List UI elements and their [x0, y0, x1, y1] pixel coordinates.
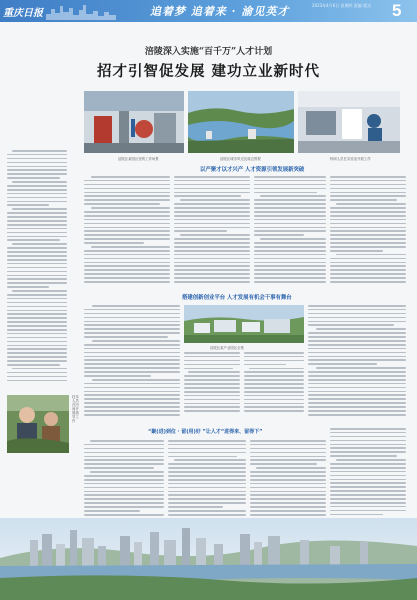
- text-column: [330, 176, 406, 288]
- section-subheading: “聚(进)到位 · 留(用)好 ”让人才“进得来、留得下”: [148, 429, 263, 435]
- photo-factory: [84, 91, 184, 153]
- text-column: [308, 305, 406, 423]
- header-meta: 2023年4月6日 星期四 责编 版式: [312, 3, 372, 8]
- text-column: [168, 440, 246, 520]
- photo-laboratory: [298, 91, 400, 153]
- page-number: 5: [392, 1, 402, 20]
- photo-caption: 涪陵区某园区里的工作场景: [118, 157, 159, 161]
- skyline-icon: [46, 2, 116, 20]
- photo-caption: 涪陵区某产业园区全景: [210, 346, 244, 350]
- section-subheading: 以产聚才以才兴产 人才资源引领发展新突破: [200, 167, 305, 173]
- text-column: [330, 428, 406, 520]
- newspaper-logo: 重庆日报: [3, 8, 43, 19]
- text-column: [174, 176, 250, 288]
- text-column: [184, 352, 240, 423]
- text-column: [84, 305, 180, 423]
- text-column: [250, 440, 326, 520]
- photo-caption: 科研人员在实验室开展工作: [330, 157, 371, 161]
- article-headline: 招才引智促发展 建功立业新时代: [96, 63, 321, 80]
- text-column: [84, 176, 170, 288]
- photo-cityscape: [188, 91, 294, 153]
- photo-caption: 涪陵区城市风光及周边景观: [220, 157, 261, 161]
- text-column: [244, 352, 304, 423]
- photo-industrial-park: [184, 305, 304, 343]
- text-column: [84, 440, 164, 520]
- photo-field-guidance: [7, 395, 69, 453]
- header-slogan: 追着梦 追着来 · 渝见英才: [150, 5, 290, 18]
- photo-caption: 技术人员在田间开展指导工作: [72, 395, 79, 423]
- section-subheading: 搭建创新创业平台 人才发展有机会干事有舞台: [182, 295, 292, 301]
- sidebar-intro: [7, 150, 67, 390]
- article-kicker: 涪陵深入实施“百千万”人才计划: [144, 47, 273, 57]
- text-column: [254, 176, 326, 288]
- photo-city-panorama: [0, 518, 417, 600]
- page-header: [0, 0, 417, 22]
